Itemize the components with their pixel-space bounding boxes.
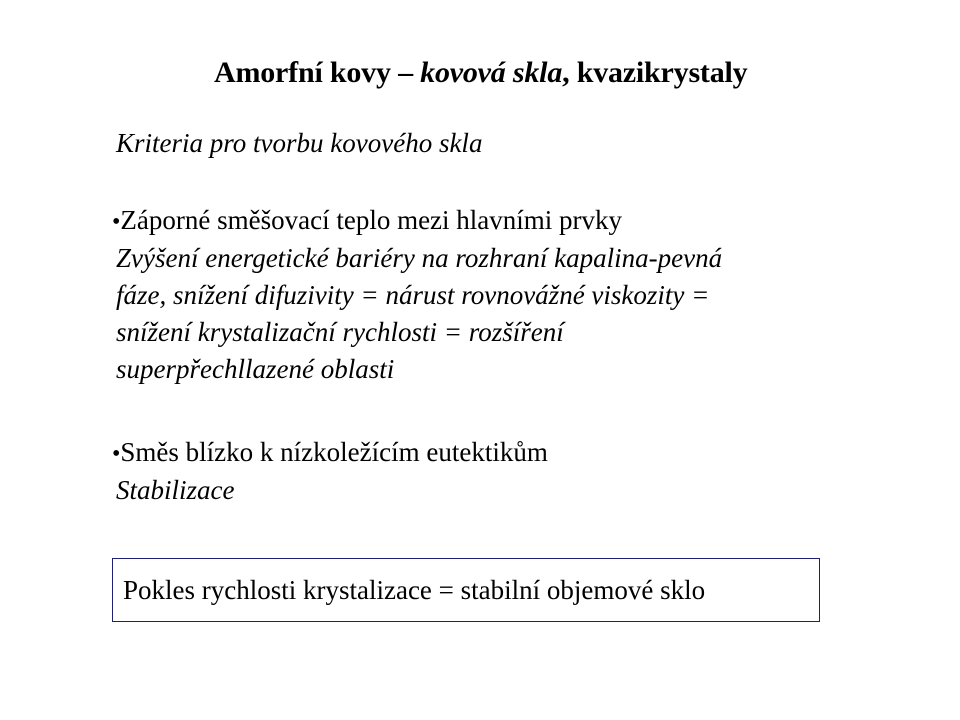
bullet-heading-1-text: Záporné směšovací teplo mezi hlavními prvky bbox=[120, 205, 623, 235]
slide-subtitle: Kriteria pro tvorbu kovového skla bbox=[116, 128, 483, 158]
block-1-line-2: fáze, snížení difuzivity = nárust rovnovážné viskozity = bbox=[116, 280, 710, 310]
title-part-2: kovová skla bbox=[420, 56, 563, 89]
block-1-line-1: Zvýšení energetické bariéry na rozhraní kapalina-pevná bbox=[116, 243, 723, 273]
block-1-line-3: snížení krystalizační rychlosti = rozšíření bbox=[116, 317, 564, 347]
bullet-dot-icon: • bbox=[112, 209, 121, 235]
bullet-block-2 bbox=[112, 434, 852, 509]
bullet-dot-icon: • bbox=[112, 441, 121, 467]
conclusion-text: Pokles rychlosti krystalizace = stabilní objemové sklo bbox=[123, 574, 706, 605]
bullet-heading-2 bbox=[112, 434, 852, 472]
block-2-line-1: Stabilizace bbox=[116, 475, 235, 505]
block-1-line-4: superpřechllazené oblasti bbox=[116, 354, 395, 384]
slide-title bbox=[214, 56, 747, 90]
bullet-heading-2-text: Směs blízko k nízkoležícím eutektikům bbox=[120, 437, 548, 467]
conclusion-box bbox=[112, 558, 820, 622]
bullet-block-1 bbox=[112, 202, 852, 388]
title-part-3: , kvazikrystaly bbox=[562, 56, 748, 89]
bullet-heading-1 bbox=[112, 202, 852, 240]
title-part-1: Amorfní kovy – bbox=[214, 56, 421, 89]
